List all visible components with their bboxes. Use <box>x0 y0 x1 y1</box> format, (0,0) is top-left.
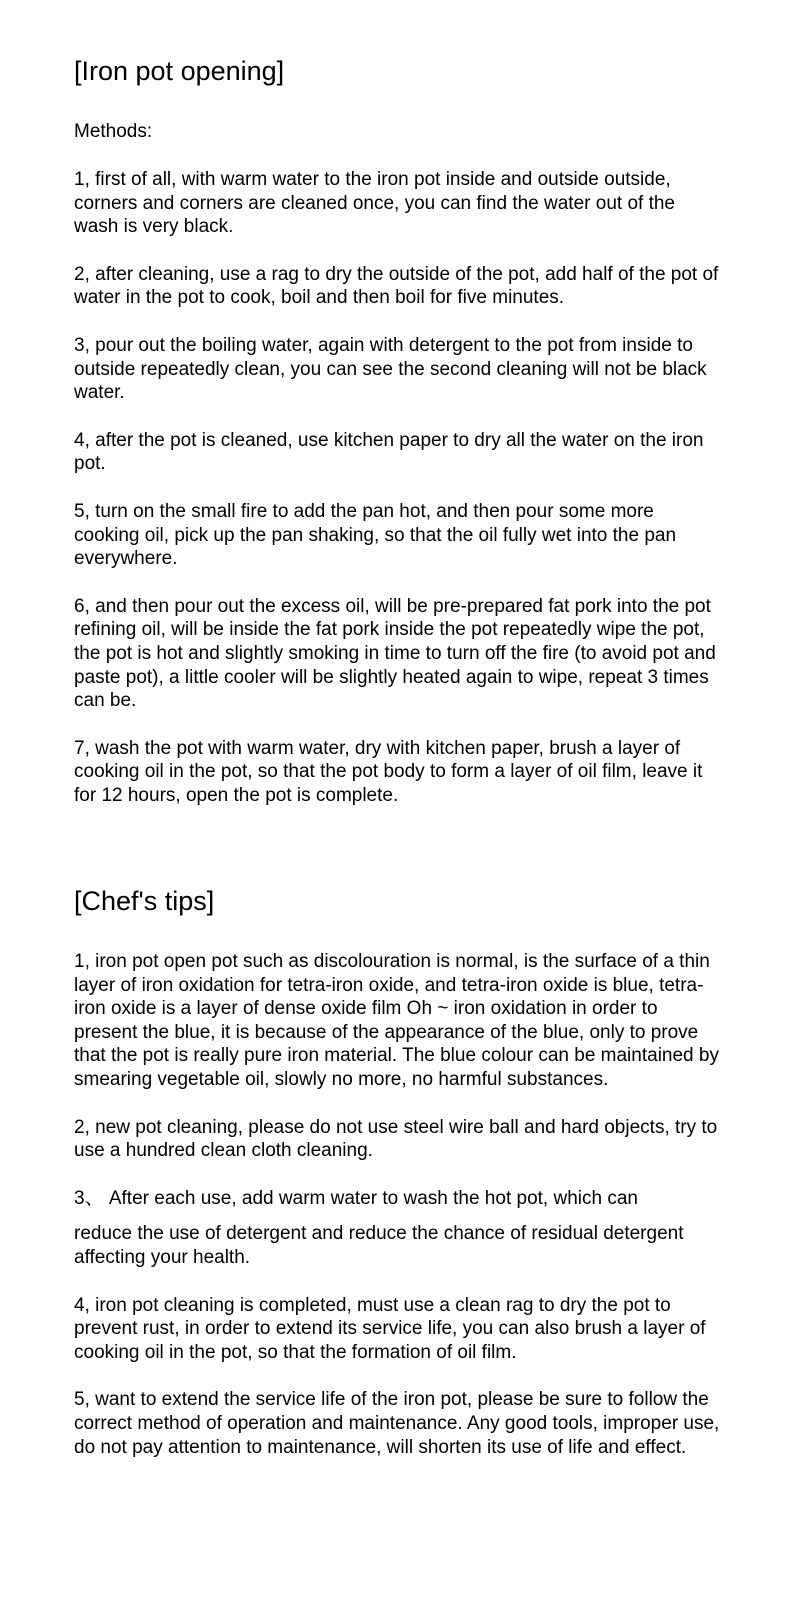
step-5: 5, turn on the small fire to add the pan hot, and then pour some more cooking oil, pick up the pan shaking, so that the oil fully wet into the pan everywhere. <box>74 500 677 570</box>
tip-3-first-line: 3、 After each use, add warm water to wash the hot pot, which can <box>74 1187 638 1209</box>
step-4: 4, after the pot is cleaned, use kitchen paper to dry all the water on the iron pot. <box>74 429 704 475</box>
methods-label: Methods: <box>74 121 153 142</box>
tip-2: 2, new pot cleaning, please do not use steel wire ball and hard objects, try to use a hundred clean cloth cleaning. <box>74 1116 718 1162</box>
chefs-tips-list <box>74 950 724 1483</box>
tip-3-continuation: reduce the use of detergent and reduce the chance of residual detergent affecting your health. <box>74 1223 684 1268</box>
step-3: 3, pour out the boiling water, again with detergent to the pot from inside to outside repeatedly clean, you can see the second cleaning will not be black water. <box>74 334 707 404</box>
section-heading-chefs-tips: [Chef's tips] <box>74 886 215 916</box>
opening-steps-list <box>74 168 724 831</box>
step-1: 1, first of all, with warm water to the iron pot inside and outside outside, corners and corners are cleaned once, you can find the water out of the wash is very black. <box>74 169 675 238</box>
step-6: 6, and then pour out the excess oil, will be pre-prepared fat pork into the pot refining oil, will be inside the fat pork inside the pot repeatedly wipe the pot, the pot is hot and slightly smoking in time to turn off the fire (to avoid pot and paste pot), a little cooler will be slightly heated again to wipe, repeat 3 times can be. <box>74 595 716 712</box>
step-7: 7, wash the pot with warm water, dry with kitchen paper, brush a layer of cooking oil in the pot, so that the pot body to form a layer of oil film, leave it for 12 hours, open the pot is complete. <box>74 737 703 806</box>
tip-1: 1, iron pot open pot such as discolouration is normal, is the surface of a thin layer of iron oxidation for tetra-iron oxide, and tetra-iron oxide is blue, tetra-iron oxide is a layer of dense oxide film Oh ~ iron oxidation in order to present the blue, it is because of the appearance of the blue, only to prove that the pot is really pure iron material. The blue colour can be maintained by smearing vegetable oil, slowly no more, no harmful substances. <box>74 951 719 1090</box>
section-heading-iron-pot-opening: [Iron pot opening] <box>74 56 285 86</box>
step-2: 2, after cleaning, use a rag to dry the outside of the pot, add half of the pot of water in the pot to cook, boil and then boil for five minutes. <box>74 263 719 309</box>
tip-4: 4, iron pot cleaning is completed, must use a clean rag to dry the pot to prevent rust, in order to extend its service life, you can also brush a layer of cooking oil in the pot, so that the formation of oil film. <box>74 1294 706 1363</box>
tip-5: 5, want to extend the service life of the iron pot, please be sure to follow the correct method of operation and maintenance. Any good tools, improper use, do not pay attention to maintenance, will shorten its use of life and effect. <box>74 1389 720 1458</box>
